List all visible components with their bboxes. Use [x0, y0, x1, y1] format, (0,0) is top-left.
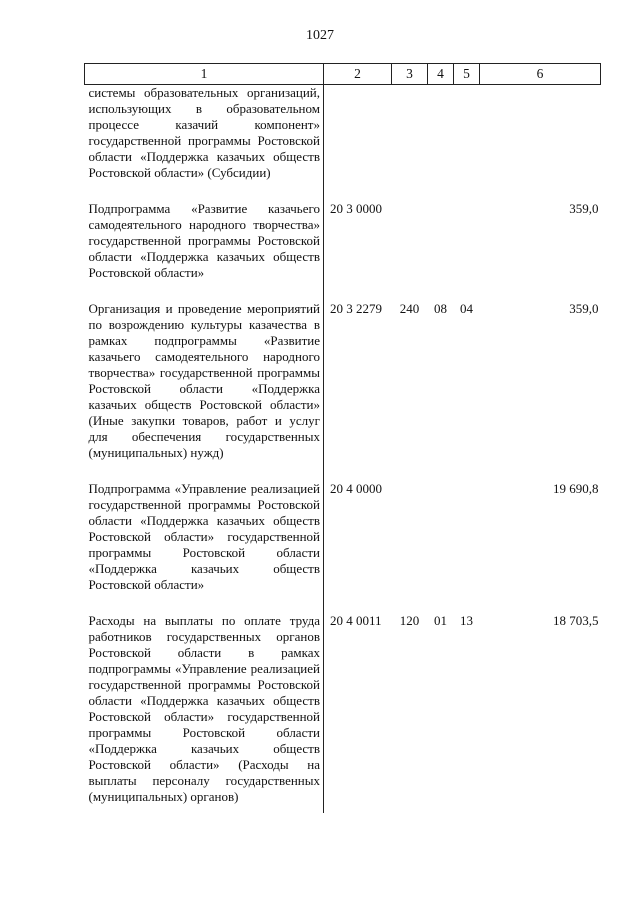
- row-subsection: 13: [460, 613, 473, 628]
- row-target-code: 20 3 0000: [330, 201, 382, 216]
- row-target-code: 20 3 2279: [330, 301, 382, 316]
- table-row: [85, 601, 601, 813]
- row-description: Организация и проведение мероприятий по возрождению культуры казачества в рамках подпрограммы «Развитие казачьего самодеятельного народного творчества» государственной программы Ростовской области «Поддержка казачьих обществ Ростовской области» (Иные закупки товаров, работ и услуг для обеспечения государственных (муниципальных) нужд): [85, 289, 324, 469]
- row-expense-type: 120: [399, 613, 420, 628]
- row-amount: [480, 85, 601, 190]
- row-target-code: 20 4 0000: [330, 481, 382, 496]
- row-section: [428, 85, 454, 190]
- row-description: Подпрограмма «Управление реализацией государственной программы Ростовской области «Поддержка казачьих обществ Ростовской области» государственной программы Ростовской области «Поддержка казачьих обществ Ростовской области»: [85, 469, 324, 601]
- table-row: [85, 189, 601, 289]
- column-header: 2: [324, 64, 392, 85]
- row-amount: 359,0: [569, 201, 599, 216]
- row-description: Подпрограмма «Развитие казачьего самодеятельного народного творчества» государственной программы Ростовской области «Поддержка казачьих обществ Ростовской области»: [85, 189, 324, 289]
- table-row: [85, 469, 601, 601]
- column-header: 4: [428, 64, 454, 85]
- column-header: 1: [85, 64, 324, 85]
- column-header: 6: [480, 64, 601, 85]
- column-header: 3: [392, 64, 428, 85]
- row-section: [428, 189, 454, 289]
- row-description: Расходы на выплаты по оплате труда работников государственных органов Ростовской области в рамках подпрограммы «Управление реализацией государственной программы Ростовской области «Поддержка казачьих обществ Ростовской области» государственной программы Ростовской области «Поддержка казачьих обществ Ростовской области» (Расходы на выплаты персоналу государственных (муниципальных) органов): [85, 601, 324, 813]
- row-subsection: [454, 189, 480, 289]
- row-subsection: [454, 85, 480, 190]
- row-target-code: [324, 85, 392, 190]
- row-subsection: [454, 469, 480, 601]
- column-header: 5: [454, 64, 480, 85]
- row-target-code: 20 4 0011: [330, 613, 382, 628]
- row-amount: 18 703,5: [553, 613, 599, 628]
- row-amount: 359,0: [569, 301, 599, 316]
- row-description: системы образовательных организаций, использующих в образовательном процессе казачий компонент» государственной программы Ростовской области «Поддержка казачьих обществ Ростовской области» (Субсидии): [85, 85, 324, 190]
- row-section: [428, 469, 454, 601]
- row-subsection: 04: [460, 301, 473, 316]
- row-expense-type: 240: [399, 301, 420, 316]
- row-amount: 19 690,8: [553, 481, 599, 496]
- budget-table: [84, 63, 601, 813]
- table-row: [85, 85, 601, 190]
- table-row: [85, 289, 601, 469]
- row-expense-type: [392, 189, 428, 289]
- row-section: 01: [434, 613, 447, 628]
- page-number: 1027: [306, 28, 334, 43]
- row-expense-type: [392, 85, 428, 190]
- row-expense-type: [392, 469, 428, 601]
- table-header-row: [85, 64, 601, 85]
- row-section: 08: [434, 301, 447, 316]
